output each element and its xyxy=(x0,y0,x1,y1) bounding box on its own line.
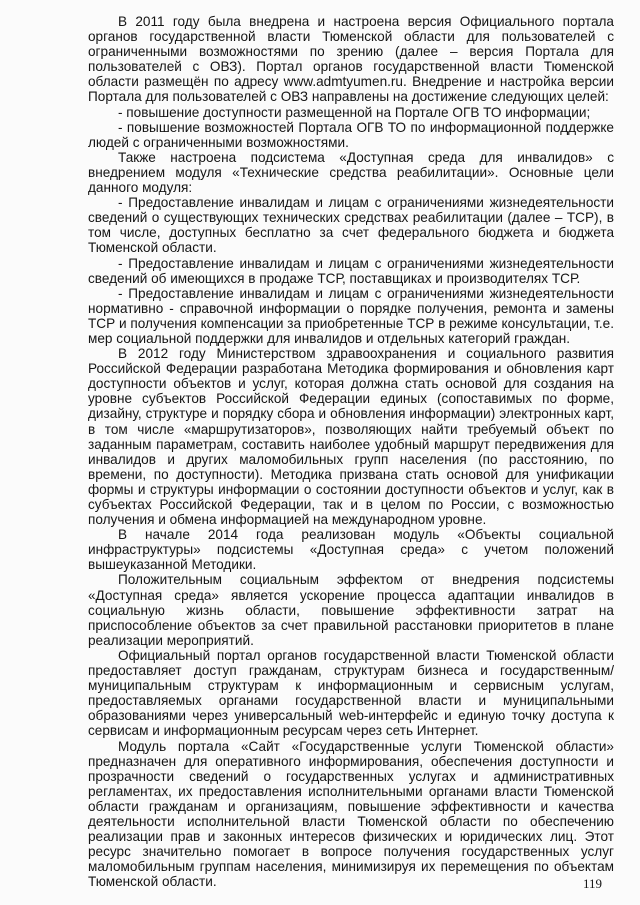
page-number: 119 xyxy=(582,876,602,891)
paragraph-subsystem: Также настроена подсистема «Доступная среда для инвалидов» с внедрением модуля «Технические средства реабилитации». Основные цели данного модуля: xyxy=(88,149,614,196)
module-goal-item-1: - Предоставление инвалидам и лицам с ограничениями жизнедеятельности сведений о существующих технических средствах реабилитации (далее – ТСР), в том числе, доступных бесплатно за счет федерального бюджета и бюджета Тюменской области. xyxy=(88,195,614,256)
paragraph-2014-module: В начале 2014 года реализован модуль «Объекты социальной инфраструктуры» подсистемы «Доступная среда» с учетом положений вышеуказанной Методики. xyxy=(88,527,614,573)
paragraph-portal-version: В 2011 году была внедрена и настроена версия Официального портала органов государственной власти Тюменской области для пользователей с ограниченными возможностями по зрению (далее – версия Портала для пользователей с ОВЗ). Портал органов государственной власти Тюменской области размещён по адресу www.admtyumen.ru. Внедрение и настройка версии Портала для пользователей с ОВЗ направлены на достижение следующих целей: xyxy=(88,14,614,105)
paragraph-official-portal: Официальный портал органов государственной власти Тюменской области предоставляет доступ гражданам, структурам бизнеса и государственным/муниципальным структурам к информационным и сервисным услугам, предоставляемых органами государственной власти и муниципальными образованиями через универсальный web-интерфейс и единую точку доступа к сервисам и информационным ресурсам через сеть Интернет. xyxy=(88,647,614,739)
module-goal-item-2: - Предоставление инвалидам и лицам с ограничениями жизнедеятельности сведений об имеющихся в продаже ТСР, поставщиках и производителях ТСР. xyxy=(88,255,614,286)
paragraph-social-effect: Положительным социальным эффектом от внедрения подсистемы «Доступная среда» является ускорение процесса адаптации инвалидов в социальную жизнь области, повышение эффективности затрат на приспособление объектов за счет правильной расстановки приоритетов в плане реализации мероприятий. xyxy=(88,572,614,648)
paragraph-gov-services-module: Модуль портала «Сайт «Государственные услуги Тюменской области» предназначен для оперативного информирования, обеспечения доступности и прозрачности сведений о государственных услугах и административных регламентах, их предоставления исполнительными органами власти Тюменской области гражданам и организациям, повышение эффективности и качества деятельности исполнительной власти Тюменской области по обеспечению реализации прав и законных интересов физических и юридических лиц. Этот ресурс значительно помогает в вопросе получения государственных услуг маломобильным группам населения, минимизируя их перемещения по объектам Тюменской области. xyxy=(88,738,614,890)
body-text xyxy=(88,14,614,889)
goal-item-support: - повышение возможностей Портала ОГВ ТО по информационной поддержке людей с ограниченными возможностями. xyxy=(88,119,614,150)
goal-item-accessibility: - повышение доступности размещенной на Портале ОГВ ТО информации; xyxy=(118,104,591,120)
paragraph-methodology: В 2012 году Министерством здравоохранения и социального развития Российской Федерации разработана Методика формирования и обновления карт доступности объектов и услуг, которая должна стать основой для создания на уровне субъектов Российской Федерации единых (сопоставимых по форме, дизайну, структуре и порядку сбора и обновления информации) электронных карт, в том числе «маршрутизаторов», позволяющих найти требуемый объект по заданным параметрам, составить наиболее удобный маршрут передвижения для инвалидов и других маломобильных групп населения (по расстоянию, по времени, по доступности). Методика призвана стать основой для унификации формы и структуры информации о состоянии доступности объектов и услуг, как в субъектах Российской Федерации, так и в целом по России, с возможностью получения и обмена информацией на международном уровне. xyxy=(88,346,614,528)
module-goal-item-3: - Предоставление инвалидам и лицам с ограничениями жизнедеятельности нормативно - справочной информации о порядке получения, ремонта и замены ТСР и получения компенсации за приобретенные ТСР в режиме консультации, т.е. мер социальной поддержки для инвалидов и отдельных категорий граждан. xyxy=(88,285,614,346)
